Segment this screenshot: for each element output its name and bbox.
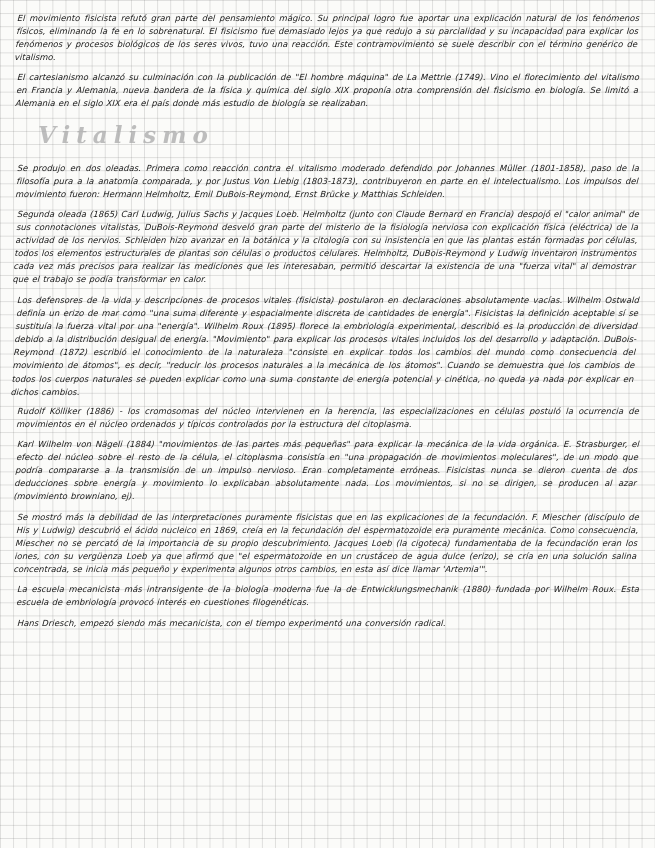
paragraph-driesch: Hans Driesch, empezó siendo más mecanicista, con el tiempo experimentó una conversión radical. xyxy=(17,617,447,628)
paragraph-nageli: Karl Wilhelm von Nägeli (1884) "movimientos de las partes más pequeñas" para explicar la mecánica de la vida orgánica. E. Strasburger, el efecto del núcleo sobre el resto de la célula, el citoplasma consistía en "una propagación de movimientos moleculares", de un modo que podría compararse a la transmisión de un impulso nervioso. Eran completamente erróneas. Fisicistas nunca se dieron cuenta de dos deducciones sobre energía y movimiento lo explicaban absolutamente nada. Los movimientos, si no se dirigen, se producen al azar (movimiento browniano, ej). xyxy=(13,439,640,502)
paragraph-fecundacion: Se mostró más la debilidad de las interpretaciones puramente fisicistas que en las explicaciones de la fecundación. F. Miescher (discípulo de His y Ludwig) descubrió el ácido nucleico en 1869, creía en la fecundación del espermatozoide era puramente mecánica. Como consecuencia, Miescher no se percató de la importancia de su propio descubrimiento. Jacques Loeb (la cigoteca) fundamentaba de la fecundación eran los iones, con su vergüenza Loeb ya que afirmó que "el espermatozoide en un crustáceo de agua dulce (erizo), se cría en una solución salina concentrada, se inicia más pequeño y experimenta algunos otros cambios, en esta así dice llamar 'Artemia'". xyxy=(13,511,640,575)
paragraph-roux: La escuela mecanicista más intransigente de la biología moderna fue la de Entwicklungsmechanik (1880) fundada por Wilhelm Roux. Esta escuela de embriología provocó interés en cuestiones filogenéticas. xyxy=(16,584,640,608)
section-heading xyxy=(18,118,640,156)
heading-text: Vitalismo xyxy=(38,121,214,149)
notebook-page xyxy=(10,12,640,842)
paragraph-segunda-oleada: Segunda oleada (1865) Carl Ludwig, Julius Sachs y Jacques Loeb. Helmholtz (junto con Claude Bernard en Francia) despojó el "calor animal" de sus connotaciones vitalistas, DuBois-Reymond desveló gran parte del misterio de la fisiología nerviosa con explicación física (eléctrica) de la actividad de los nervios. Schleiden hizo avanzar en la botánica y la citología con su insistencia en que las plantas están formadas por células, todos los elementos estructurales de plantas son células o productos celulares. Helmholtz, DuBois-Reymond y Ludwig inventaron instrumentos cada vez más precisos para realizar las mediciones que les interesaban, permitió descartar la existencia de una "fuerza vital" al demostrar que el trabajo se podía transformar en calor. xyxy=(12,208,640,285)
paragraph-cartesianismo: El cartesianismo alcanzó su culminación con la publicación de "El hombre máquina" de La Mettrie (1749). Vino el florecimiento del vitalismo en Francia y Alemania, nueva bandera de la física y química del siglo XIX proponía otra comprensión del fisicismo en biología. Se limitó a Alemania en el siglo XIX era el país donde más estudio de biología se realizaban. xyxy=(15,72,640,109)
paragraph-primera-oleada: Se produjo en dos oleadas. Primera como reacción contra el vitalismo moderado defendido por Johannes Müller (1801-1858), paso de la filosofía pura a la anatomía comparada, y por Justus Von Liebig (1803-1873), contribuyeron en parte en el intelectualismo. Los impulsos del movimiento fueron: Hermann Helmholtz, Emil DuBois-Reymond, Ernst Brücke y Matthias Schleiden. xyxy=(15,162,640,199)
paragraph-intro: El movimiento fisicista refutó gran parte del pensamiento mágico. Su principal logro fue aportar una explicación natural de los fenómenos físicos, eliminando la fe en lo sobrenatural. El fisicismo fue demasiado lejos ya que redujo a su parcialidad y su incapacidad para explicar los fenómenos y procesos biológicos de los seres vivos, tuvo una reacción. Este contramovimiento se suele describir con el término genérico de vitalismo. xyxy=(14,13,640,63)
paragraph-energia: Los defensores de la vida y descripciones de procesos vitales (fisicista) postularon en declaraciones absolutamente vacías. Wilhelm Ostwald definía un erizo de mar como "una suma diferente y espacialmente discreta de cantidades de energía". Fisicistas la definición aceptable sí se sustituía la fuerza vital por una "energía". Wilhelm Roux (1895) florece la embriología experimental, describió es la producción de diversidad debido a la distribución desigual de energía. "Movimiento" para explicar los procesos vitales incluidos los del desarrollo y adaptación. DuBois-Reymond (1872) escribió el conocimiento de la naturaleza "consiste en explicar todos los cambios del mundo como consecuencia del movimiento de átomos", es decir, "reducir los procesos naturales a la mecánica de los átomos". Cuando se demuestra que los cambios de todos los cuerpos naturales se pueden explicar como una suma constante de energía potencial y cinética, no queda ya nada por explicar en dichos cambios. xyxy=(10,294,640,397)
paragraph-kolliker: Rudolf Kölliker (1886) - los cromosomas del núcleo intervienen en la herencia, las especializaciones en células postuló la ocurrencia de movimientos en el núcleo ordenados y típicos controlados por la estructura del citoplasma. xyxy=(16,406,640,430)
